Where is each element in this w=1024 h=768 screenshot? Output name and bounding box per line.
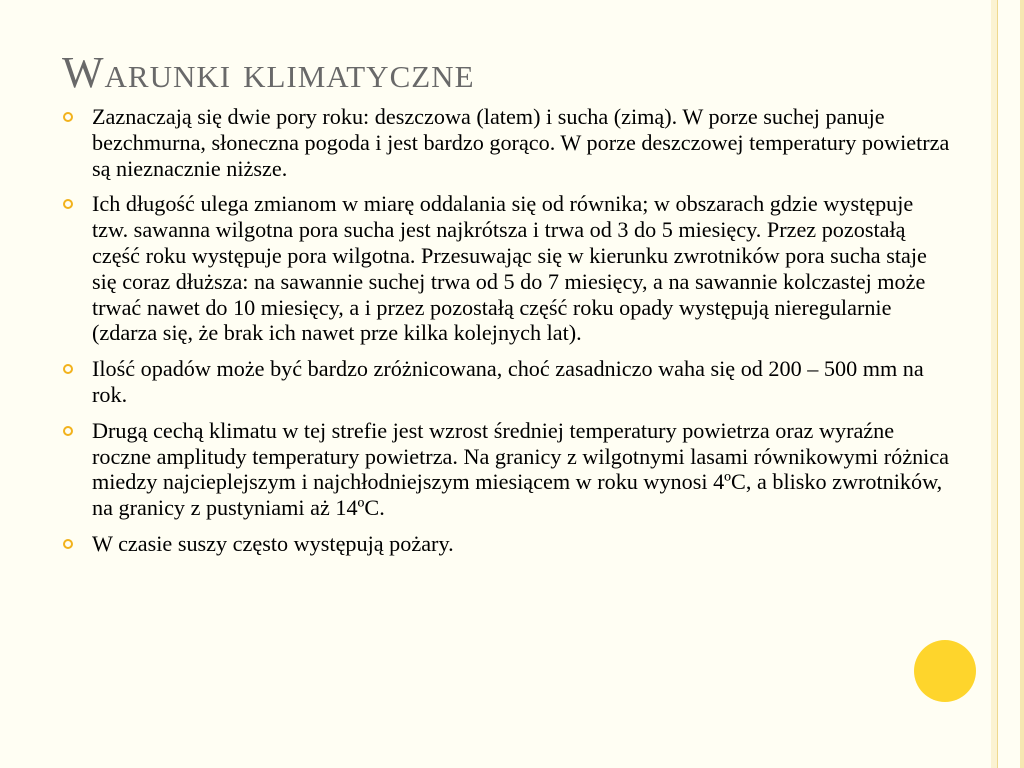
- bullet-text: Ilość opadów może być bardzo zróżnicowana, choć zasadniczo waha się od 200 – 500 mm na rok.: [92, 356, 924, 407]
- decorative-yellow-circle: [914, 640, 976, 702]
- bullet-item: [62, 531, 952, 557]
- ring-bullet-icon: [63, 364, 73, 374]
- bullet-item: [62, 104, 952, 181]
- bullet-text: W czasie suszy często występują pożary.: [92, 530, 454, 556]
- ring-bullet-icon: [63, 539, 73, 549]
- bullet-item: [62, 356, 952, 408]
- ring-bullet-icon: [63, 426, 73, 436]
- slide-title: Warunki klimatyczne: [62, 48, 475, 97]
- bullet-item: [62, 418, 952, 521]
- slide-edge-border: [1020, 0, 1024, 768]
- slide-edge-line: [997, 0, 998, 768]
- ring-bullet-icon: [63, 199, 73, 209]
- bullet-list: [62, 104, 952, 567]
- bullet-text: Ich długość ulega zmianom w miarę oddalania się od równika; w obszarach gdzie występuje tzw. sawanna wilgotna pora sucha jest najkrótsza i trwa od 3 do 5 miesięcy. Przez pozostałą część roku występuje pora wilgotna. Przesuwając się w kierunku zwrotników pora sucha staje się coraz dłuższa: na sawannie suchej trwa od 5 do 7 miesięcy, a na sawannie kolczastej może trwać nawet do 10 miesięcy, a i przez pozostałą część roku opady występują nieregularnie (zdarza się, że brak ich nawet prze kilka kolejnych lat).: [92, 191, 927, 346]
- bullet-text: Drugą cechą klimatu w tej strefie jest wzrost średniej temperatury powietrza oraz wyraźne roczne amplitudy temperatury powietrza. Na granicy z wilgotnymi lasami równikowymi różnica miedzy najcieplejszym i najchłodniejszym miesiącem w roku wynosi 4ºC, a blisko zwrotników, na granicy z pustyniami aż 14ºC.: [92, 417, 950, 521]
- bullet-item: [62, 191, 952, 346]
- bullet-text: Zaznaczają się dwie pory roku: deszczowa (latem) i sucha (zimą). W porze suchej panuje bezchmurna, słoneczna pogoda i jest bardzo gorąco. W porze deszczowej temperatury powietrza są nieznacznie niższe.: [92, 104, 950, 181]
- ring-bullet-icon: [63, 112, 73, 122]
